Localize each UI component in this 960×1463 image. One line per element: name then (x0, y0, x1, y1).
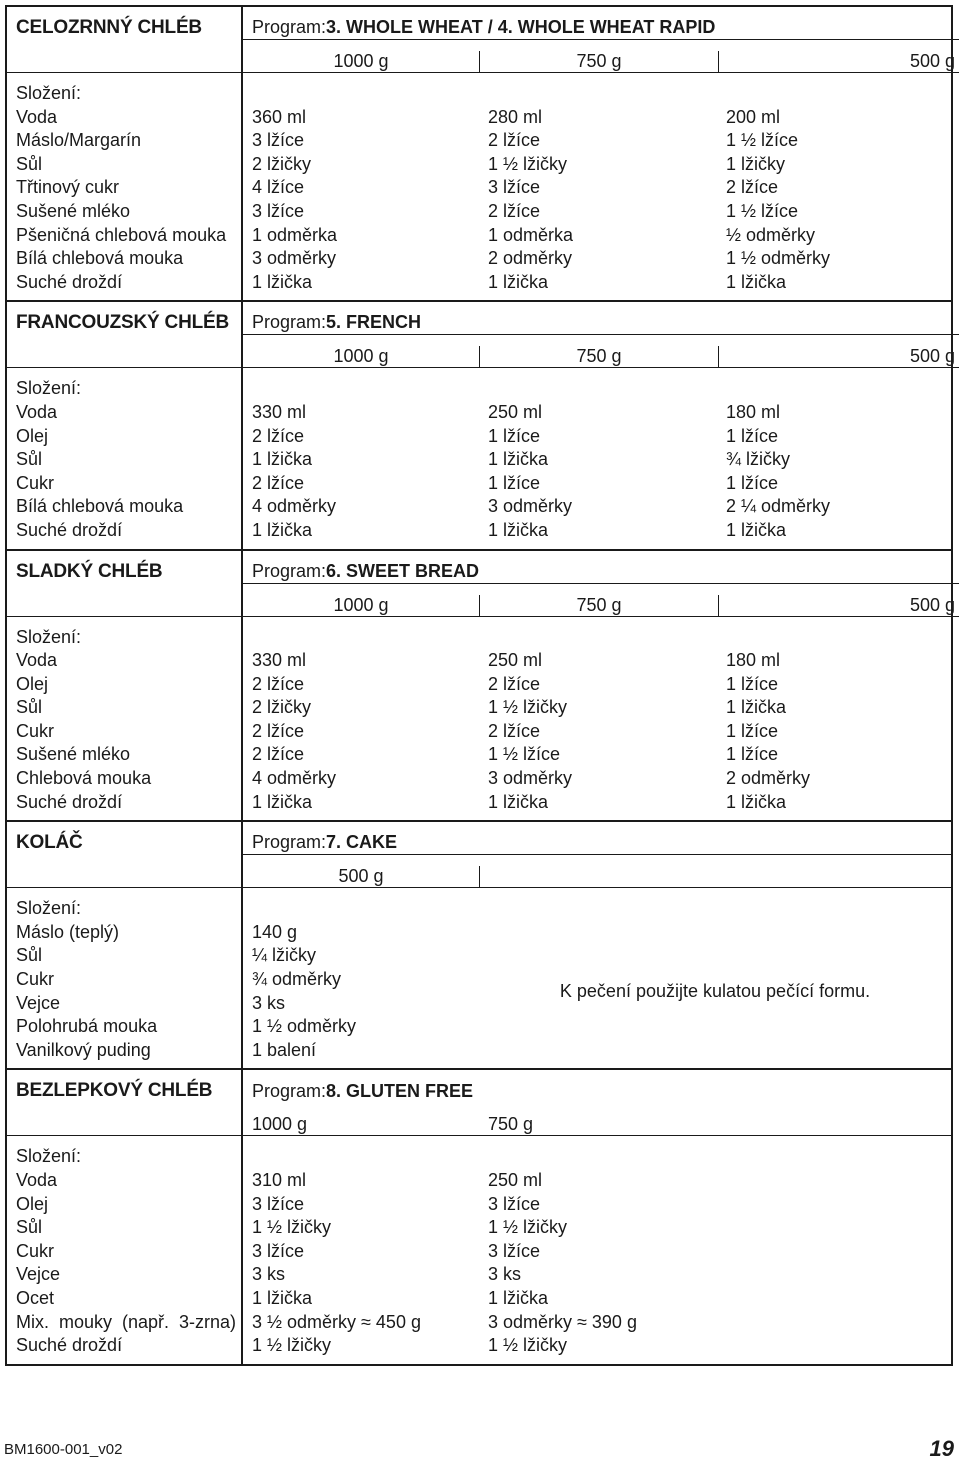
amount: 310 ml (252, 1170, 307, 1190)
amount: 3 lžíce (488, 1240, 541, 1261)
amount: 3 odměrky (488, 768, 573, 789)
amount: ¾ lžičky (726, 449, 791, 470)
amount-column-500g (717, 82, 953, 294)
size-label: 750 g (480, 51, 719, 72)
ingredient: Mix. mouky (např. 3-zrna) (16, 1311, 237, 1332)
amount: 4 odměrky (252, 496, 337, 517)
amount: 2 ¼ odměrky (726, 496, 831, 517)
amount: 200 ml (726, 106, 781, 127)
ingredient: Cukr (16, 720, 55, 741)
ingredient: Třtinový cukr (16, 177, 120, 198)
amount: 1 lžička (252, 791, 313, 812)
program-header: Program: 3. WHOLE WHEAT / 4. WHOLE WHEAT RAPID (243, 7, 959, 40)
page-number: 19 (929, 1436, 954, 1461)
ingredient: Cukr (16, 1240, 55, 1261)
ingredient: Sůl (16, 1217, 43, 1238)
program-header: Program: 6. SWEET BREAD (243, 551, 959, 584)
amount: 1 lžička (252, 271, 313, 292)
amount: 1 ½ lžičky (488, 153, 568, 174)
recipe-sweet-bread (7, 551, 955, 823)
amount-column-1000g (243, 626, 479, 815)
amount: 3 ks (252, 992, 286, 1013)
amount: 1 lžíce (488, 425, 541, 446)
program-name: 6. SWEET BREAD (326, 560, 480, 581)
ingredient: Sůl (16, 153, 43, 174)
amount: 1 lžička (488, 519, 549, 540)
ingredient: Suché droždí (16, 791, 123, 812)
baking-note: K pečení použijte kulatou pečící formu. (559, 981, 871, 1002)
ingredient: Chlebová mouka (16, 768, 152, 789)
amount: 2 lžíce (488, 130, 541, 151)
amount: 2 lžíce (252, 744, 305, 765)
amount: 1 lžička (726, 271, 787, 292)
recipe-table (5, 5, 953, 1366)
amounts-column (243, 551, 959, 821)
amount-column-1000g (243, 82, 479, 294)
amount: 2 odměrky (488, 248, 573, 269)
amount: 3 ks (488, 1264, 522, 1285)
size-label: 750 g (480, 346, 719, 367)
amount: 2 lžíce (726, 177, 779, 198)
amounts-column (243, 302, 959, 548)
amount: 1 lžíce (488, 472, 541, 493)
program-header: Program: 8. GLUTEN FREE (252, 1081, 474, 1102)
recipe-title: CELOZRNNÝ CHLÉB (16, 17, 202, 38)
amount: 2 lžíce (252, 472, 305, 493)
program-name: 3. WHOLE WHEAT / 4. WHOLE WHEAT RAPID (326, 17, 716, 37)
amount-column-1000g (243, 377, 479, 542)
amount: 2 lžíce (488, 673, 541, 694)
amount: 1 lžička (252, 1287, 313, 1308)
recipe-title: SLADKÝ CHLÉB (16, 560, 163, 582)
amount: 1 ½ lžičky (488, 1217, 568, 1238)
amount: 1 lžička (726, 791, 787, 812)
amount: 1 lžička (488, 791, 549, 812)
ingredient: Sušené mléko (16, 200, 131, 221)
amount: 1 lžička (488, 449, 549, 470)
recipe-title: BEZLEPKOVÝ CHLÉB (16, 1080, 213, 1102)
ingredient: Sůl (16, 697, 43, 718)
amount: 1 odměrka (252, 224, 338, 245)
ingredient: Ocet (16, 1287, 55, 1308)
ingredient-column (7, 302, 243, 548)
amount: 1 ½ lžičky (488, 697, 568, 718)
ingredient-column (7, 7, 243, 300)
ingredient-column (7, 551, 243, 821)
size-label: 500 g (909, 346, 955, 367)
amount: 1 ½ lžičky (488, 1335, 568, 1356)
amount: 330 ml (252, 401, 307, 422)
program-name: 5. FRENCH (326, 312, 422, 333)
amount-column-750g (479, 1145, 717, 1357)
amount: 2 lžičky (252, 153, 312, 174)
amount: 250 ml (488, 650, 543, 671)
amount: 180 ml (726, 401, 781, 422)
amount: 3 odměrky (488, 496, 573, 517)
ingredient: Cukr (16, 969, 55, 990)
amounts-column (243, 7, 959, 300)
amount: 1 lžíce (726, 744, 779, 765)
amount: 1 lžíce (726, 425, 779, 446)
amount: 1 lžíce (726, 472, 779, 493)
amount: 1 lžička (488, 271, 549, 292)
amount: 2 lžičky (252, 697, 312, 718)
amounts-column (243, 1070, 951, 1363)
amount: 180 ml (726, 650, 781, 671)
amount: 4 lžíce (252, 177, 305, 198)
amount-column-500g (717, 626, 953, 815)
ingredients-heading: Složení: (16, 626, 82, 647)
amount: 1 ½ lžíce (726, 130, 799, 151)
ingredient: Cukr (16, 472, 55, 493)
amount: 3 ks (252, 1264, 286, 1285)
amount-column-1000g (243, 1145, 479, 1357)
ingredient: Olej (16, 673, 49, 694)
amount: 1 ½ odměrky (726, 248, 831, 269)
recipe-gluten-free (7, 1070, 951, 1363)
amount: 1 lžičky (726, 153, 786, 174)
amount: ¾ odměrky (252, 969, 342, 990)
ingredients-heading: Složení: (16, 1146, 82, 1167)
amount: 1 lžička (726, 519, 787, 540)
size-label: 500 g (909, 51, 955, 71)
recipe-whole-wheat (7, 7, 955, 302)
program-header: Program: 7. CAKE (243, 822, 951, 855)
ingredients-heading: Složení: (16, 378, 82, 399)
amount: 3 lžíce (252, 1193, 305, 1214)
amount: 1 lžíce (726, 720, 779, 741)
amount: 330 ml (252, 650, 307, 671)
amount-column-500g (717, 377, 953, 542)
size-label: 1000 g (252, 1114, 308, 1135)
document-code: BM1600-001_v02 (4, 1441, 123, 1458)
amount: 3 odměrky ≈ 390 g (488, 1311, 637, 1332)
amount: 2 lžíce (488, 720, 541, 741)
ingredient-column (7, 1070, 243, 1363)
ingredient: Vanilkový puding (16, 1039, 151, 1060)
ingredient: Pšeničná chlebová mouka (16, 224, 227, 245)
amount: 360 ml (252, 106, 307, 127)
amounts-column (243, 822, 951, 1068)
ingredient: Voda (16, 650, 58, 671)
size-label: 750 g (480, 595, 719, 616)
amount: 280 ml (488, 106, 543, 127)
recipe-french (7, 302, 955, 550)
amount: 1 balení (252, 1039, 317, 1060)
amount: 2 odměrky (726, 768, 811, 789)
amount: 1 ½ lžíce (488, 744, 561, 765)
amount: 1 ½ lžíce (726, 200, 799, 221)
ingredient: Olej (16, 425, 49, 446)
ingredients-heading: Složení: (16, 898, 82, 919)
amount: 250 ml (488, 1170, 543, 1190)
ingredient: Sůl (16, 449, 43, 470)
ingredient: Suché droždí (16, 1335, 123, 1356)
amount: 4 odměrky (252, 768, 337, 789)
ingredient: Voda (16, 1170, 58, 1190)
ingredient: Voda (16, 106, 58, 127)
ingredient: Bílá chlebová mouka (16, 248, 184, 269)
amount: 2 lžíce (488, 200, 541, 221)
amount: 1 ½ odměrky (252, 1016, 357, 1037)
ingredient-column (7, 822, 243, 1068)
amount: 1 lžička (252, 519, 313, 540)
ingredient: Vejce (16, 992, 61, 1013)
amount: 140 g (252, 921, 298, 942)
size-label: 1000 g (243, 346, 480, 367)
ingredient: Bílá chlebová mouka (16, 496, 184, 517)
amount: 1 odměrka (488, 224, 574, 245)
amount: 2 lžíce (252, 673, 305, 694)
amount: 3 odměrky (252, 248, 337, 269)
amount: 1 lžička (726, 697, 787, 718)
amount: 1 ½ lžičky (252, 1217, 332, 1238)
size-label: 1000 g (243, 51, 480, 72)
amount: 2 lžíce (252, 720, 305, 741)
size-label: 750 g (488, 1114, 534, 1135)
program-name: 7. CAKE (326, 832, 398, 853)
amount: ¼ lžičky (252, 945, 317, 966)
amount: 3 lžíce (488, 1193, 541, 1214)
program-name: 8. GLUTEN FREE (326, 1081, 474, 1102)
ingredient: Vejce (16, 1264, 61, 1285)
recipe-title: FRANCOUZSKÝ CHLÉB (16, 312, 229, 334)
ingredient: Olej (16, 1193, 49, 1214)
amount: 3 lžíce (488, 177, 541, 198)
amount: 1 lžíce (726, 673, 779, 694)
ingredient: Suché droždí (16, 271, 123, 292)
amount: 250 ml (488, 401, 543, 422)
amount-column-750g (479, 82, 717, 294)
program-header: Program: 5. FRENCH (243, 302, 959, 335)
size-label: 500 g (909, 594, 955, 615)
amount-column-750g (479, 377, 717, 542)
amount: 3 ½ odměrky ≈ 450 g (252, 1311, 421, 1332)
ingredient: Polohrubá mouka (16, 1016, 158, 1037)
recipe-cake (7, 822, 951, 1070)
amount-column-750g (479, 626, 717, 815)
ingredient: Sušené mléko (16, 744, 131, 765)
amount: 1 ½ lžičky (252, 1335, 332, 1356)
ingredient: Máslo/Margarín (16, 130, 142, 151)
amount-column-500g (243, 897, 479, 1062)
ingredients-heading: Složení: (16, 83, 82, 103)
amount: 3 lžíce (252, 200, 305, 221)
ingredient: Máslo (teplý) (16, 921, 120, 942)
ingredient: Voda (16, 401, 58, 422)
amount: 1 lžička (252, 449, 313, 470)
amount: 3 lžíce (252, 1240, 305, 1261)
amount: 1 lžička (488, 1287, 549, 1308)
ingredient: Sůl (16, 945, 43, 966)
recipe-title: KOLÁČ (16, 832, 83, 854)
amount: 3 lžíce (252, 130, 305, 151)
size-label: 1000 g (243, 595, 480, 616)
amount: ½ odměrky (726, 224, 816, 245)
amount: 2 lžíce (252, 425, 305, 446)
ingredient: Suché droždí (16, 519, 123, 540)
size-label: 500 g (243, 866, 480, 887)
